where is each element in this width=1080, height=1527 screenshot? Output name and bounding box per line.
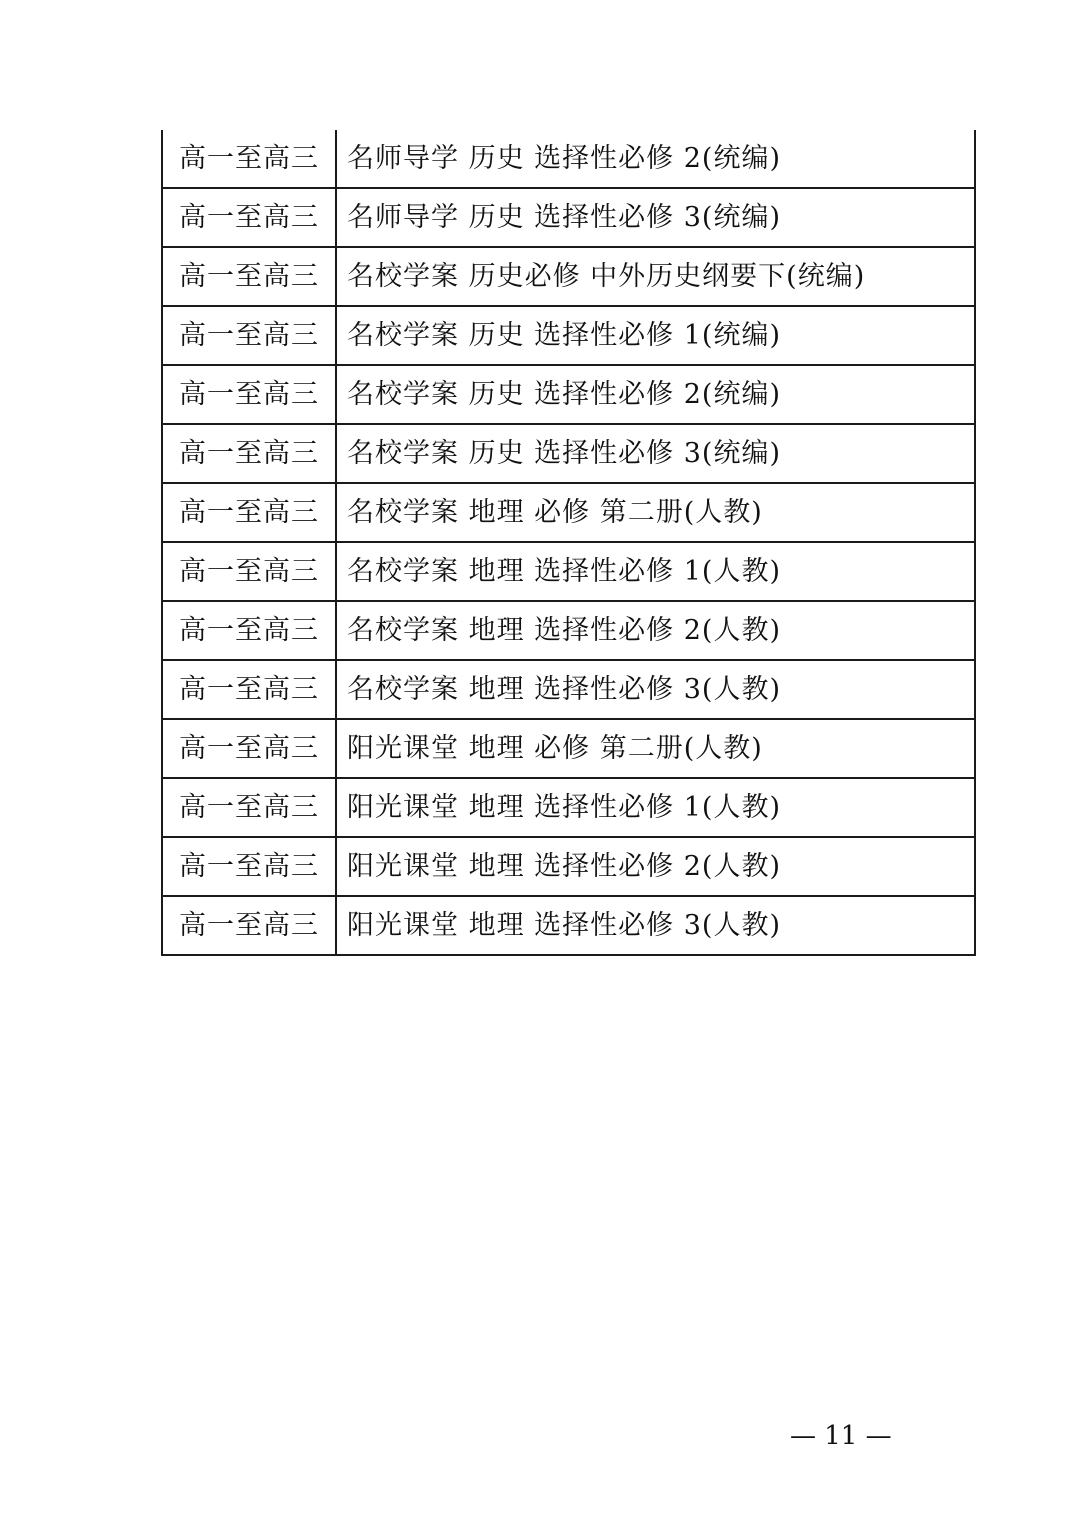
title-cell: 名校学案 历史 选择性必修 3(统编) [336, 424, 975, 483]
table-row [162, 483, 975, 542]
title-cell: 阳光课堂 地理 选择性必修 3(人教) [336, 896, 975, 955]
title-cell: 阳光课堂 地理 必修 第二册(人教) [336, 719, 975, 778]
grade-cell: 高一至高三 [162, 365, 336, 424]
title-cell: 阳光课堂 地理 选择性必修 2(人教) [336, 837, 975, 896]
table-row [162, 306, 975, 365]
grade-cell: 高一至高三 [162, 542, 336, 601]
grade-cell: 高一至高三 [162, 483, 336, 542]
table-row [162, 424, 975, 483]
title-cell: 名校学案 历史 选择性必修 2(统编) [336, 365, 975, 424]
grade-cell: 高一至高三 [162, 601, 336, 660]
table-row [162, 601, 975, 660]
table-row [162, 660, 975, 719]
table-row [162, 837, 975, 896]
table-row [162, 896, 975, 955]
page-number: — 11 — [790, 1421, 892, 1451]
title-cell: 名校学案 地理 选择性必修 3(人教) [336, 660, 975, 719]
table-row [162, 130, 975, 188]
title-cell: 名校学案 地理 必修 第二册(人教) [336, 483, 975, 542]
table-row [162, 778, 975, 837]
table-row [162, 188, 975, 247]
grade-cell: 高一至高三 [162, 660, 336, 719]
grade-cell: 高一至高三 [162, 896, 336, 955]
title-cell: 名师导学 历史 选择性必修 2(统编) [336, 130, 975, 188]
grade-cell: 高一至高三 [162, 837, 336, 896]
grade-cell: 高一至高三 [162, 778, 336, 837]
grade-cell: 高一至高三 [162, 188, 336, 247]
grade-cell: 高一至高三 [162, 306, 336, 365]
title-cell: 名校学案 历史 选择性必修 1(统编) [336, 306, 975, 365]
title-cell: 名师导学 历史 选择性必修 3(统编) [336, 188, 975, 247]
title-cell: 名校学案 地理 选择性必修 2(人教) [336, 601, 975, 660]
title-cell: 名校学案 地理 选择性必修 1(人教) [336, 542, 975, 601]
grade-cell: 高一至高三 [162, 247, 336, 306]
grade-cell: 高一至高三 [162, 424, 336, 483]
title-cell: 阳光课堂 地理 选择性必修 1(人教) [336, 778, 975, 837]
table-row [162, 719, 975, 778]
grade-cell: 高一至高三 [162, 719, 336, 778]
title-cell: 名校学案 历史必修 中外历史纲要下(统编) [336, 247, 975, 306]
table-row [162, 542, 975, 601]
table-row [162, 365, 975, 424]
grade-cell: 高一至高三 [162, 130, 336, 188]
book-list-table [161, 130, 976, 956]
table-row [162, 247, 975, 306]
